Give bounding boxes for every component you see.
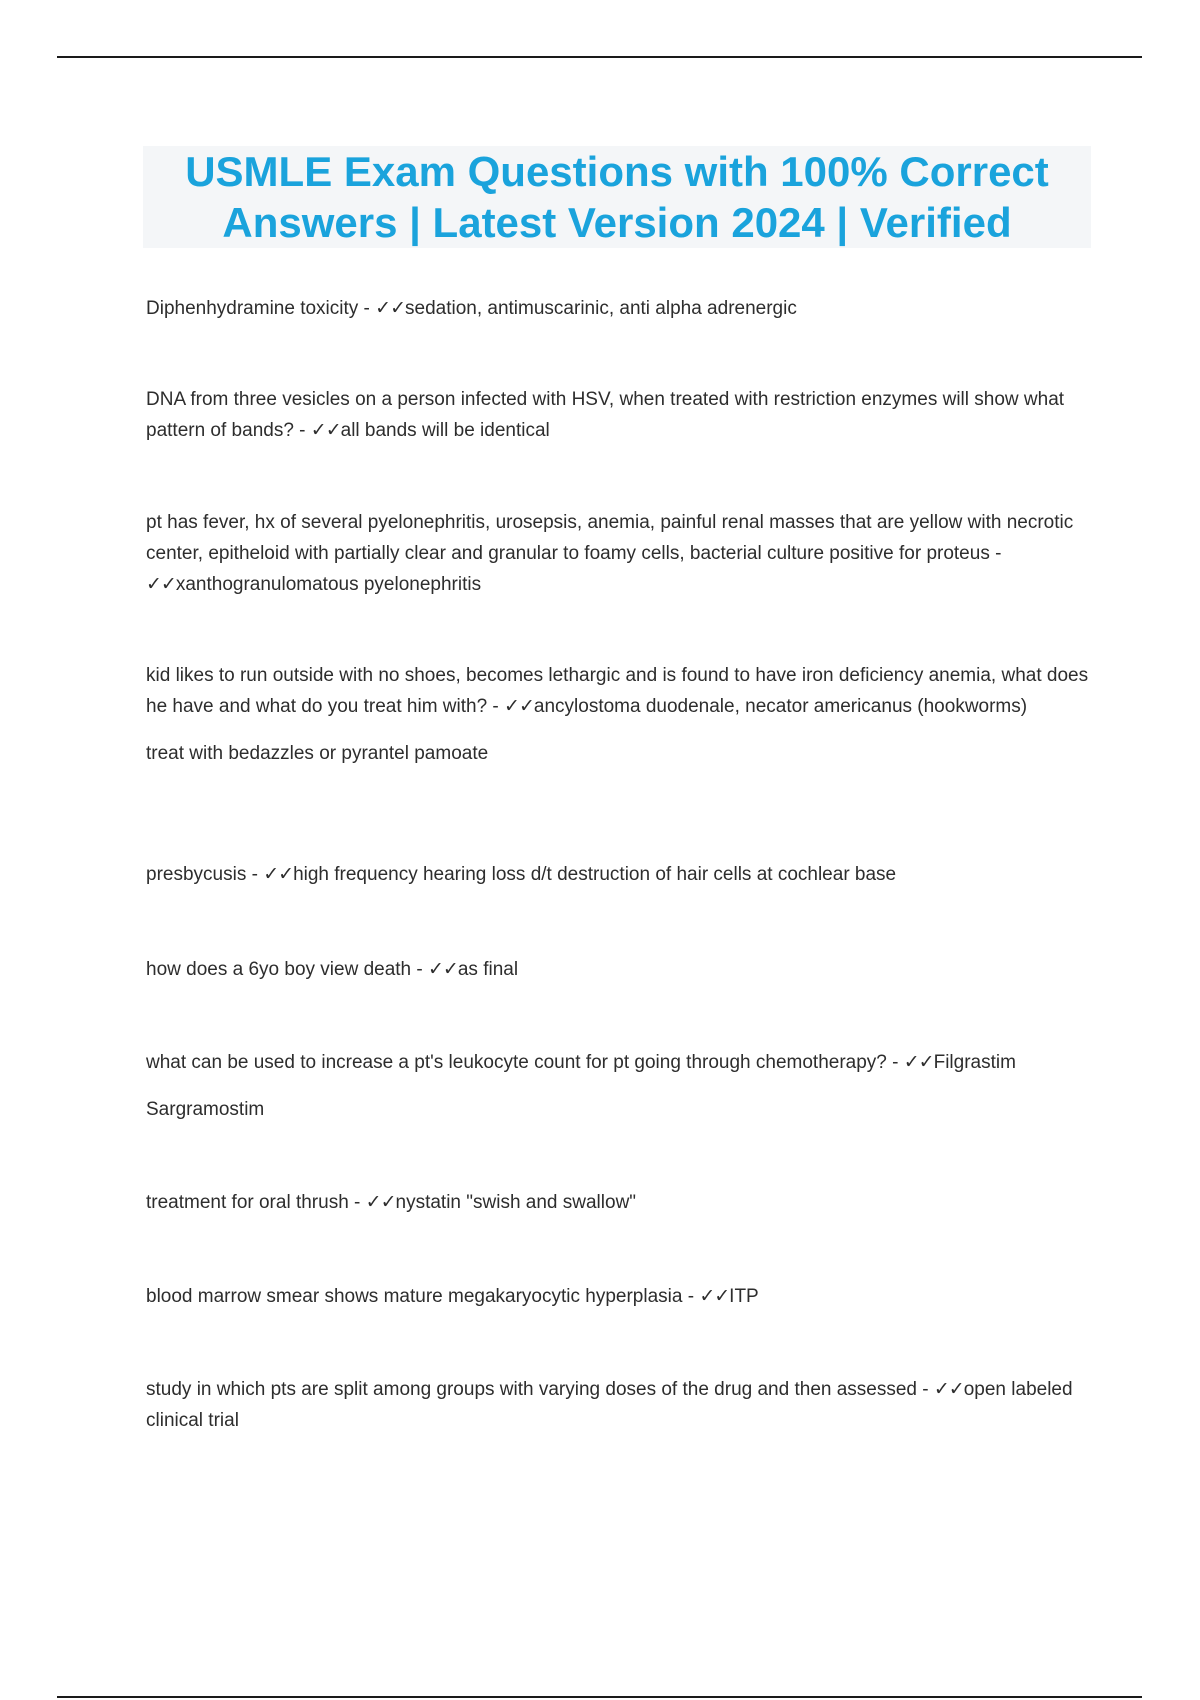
qa-line bbox=[146, 1374, 1096, 1436]
qa-item bbox=[146, 1374, 1096, 1436]
check-icon: ✓✓ bbox=[365, 1192, 396, 1213]
qa-line bbox=[146, 293, 1096, 324]
separator: - bbox=[682, 1286, 700, 1307]
answer-text: open labeled clinical trial bbox=[146, 1379, 1073, 1431]
question-text: how does a 6yo boy view death bbox=[146, 959, 412, 980]
check-icon: ✓✓ bbox=[903, 1052, 934, 1073]
bottom-rule bbox=[57, 1696, 1142, 1698]
title-banner bbox=[143, 146, 1091, 248]
qa-line bbox=[146, 859, 1096, 890]
question-text: presbycusis bbox=[146, 864, 247, 885]
answer-text: xanthogranulomatous pyelonephritis bbox=[175, 574, 482, 595]
separator: - bbox=[293, 420, 311, 441]
answer-text: high frequency hearing loss d/t destruction of hair cells at cochlear base bbox=[293, 864, 897, 885]
separator: - bbox=[411, 959, 429, 980]
qa-line bbox=[146, 384, 1096, 446]
answer-text: nystatin "swish and swallow" bbox=[395, 1192, 637, 1213]
question-text: blood marrow smear shows mature megakaryocytic hyperplasia bbox=[146, 1286, 683, 1307]
qa-extra-line: Sargramostim bbox=[146, 1099, 265, 1120]
document-title bbox=[185, 146, 1049, 248]
qa-line bbox=[146, 507, 1096, 600]
question-text: what can be used to increase a pt's leukocyte count for pt going through chemotherapy? bbox=[146, 1052, 887, 1073]
answer-text: ITP bbox=[729, 1286, 759, 1307]
answer-text: all bands will be identical bbox=[340, 420, 550, 441]
top-rule bbox=[57, 56, 1142, 58]
separator: - bbox=[917, 1379, 934, 1400]
qa-line bbox=[146, 1187, 1096, 1218]
qa-extra-line: treat with bedazzles or pyrantel pamoate bbox=[146, 743, 489, 764]
qa-item bbox=[146, 384, 1096, 446]
separator: - bbox=[348, 1192, 366, 1213]
qa-item bbox=[146, 660, 1096, 769]
answer-text: as final bbox=[457, 959, 519, 980]
separator: - bbox=[989, 543, 1002, 564]
qa-line bbox=[146, 954, 1096, 985]
check-icon: ✓✓ bbox=[263, 864, 294, 885]
check-icon: ✓✓ bbox=[146, 574, 176, 595]
qa-item bbox=[146, 293, 1096, 324]
qa-line bbox=[146, 1281, 1096, 1312]
qa-item bbox=[146, 507, 1096, 600]
qa-line bbox=[146, 660, 1096, 722]
check-icon: ✓✓ bbox=[504, 696, 534, 717]
qa-item bbox=[146, 1047, 1096, 1125]
qa-item bbox=[146, 1281, 1096, 1312]
question-text: Diphenhydramine toxicity bbox=[146, 298, 359, 319]
answer-text: sedation, antimuscarinic, anti alpha adrenergic bbox=[405, 298, 797, 319]
title-line-1: USMLE Exam Questions with 100% Correct bbox=[185, 148, 1049, 195]
qa-item bbox=[146, 859, 1096, 890]
qa-item bbox=[146, 1187, 1096, 1218]
separator: - bbox=[358, 298, 376, 319]
separator: - bbox=[246, 864, 264, 885]
question-text: kid likes to run outside with no shoes, becomes lethargic and is found to have iron deficiency anemia, what does he have and what do you treat him with? bbox=[146, 665, 1089, 717]
question-text: pt has fever, hx of several pyelonephritis, urosepsis, anemia, painful renal masses that are yellow with necrotic center, epitheloid with partially clear and granular to foamy cells, bacterial culture positive for proteus bbox=[146, 512, 1074, 564]
question-text: treatment for oral thrush bbox=[146, 1192, 349, 1213]
separator: - bbox=[487, 696, 505, 717]
answer-text: Filgrastim bbox=[933, 1052, 1016, 1073]
check-icon: ✓✓ bbox=[310, 420, 341, 441]
qa-line bbox=[146, 1047, 1096, 1078]
check-icon: ✓✓ bbox=[375, 298, 405, 319]
answer-text: ancylostoma duodenale, necator americanus (hookworms) bbox=[533, 696, 1028, 717]
question-text: study in which pts are split among groups with varying doses of the drug and then assessed bbox=[146, 1379, 917, 1400]
separator: - bbox=[886, 1052, 904, 1073]
qa-item bbox=[146, 954, 1096, 985]
check-icon: ✓✓ bbox=[699, 1286, 730, 1307]
check-icon: ✓✓ bbox=[428, 959, 458, 980]
question-text: DNA from three vesicles on a person infected with HSV, when treated with restriction enzymes will show what pattern of bands? bbox=[146, 389, 1065, 441]
check-icon: ✓✓ bbox=[933, 1379, 964, 1400]
title-line-2: Answers | Latest Version 2024 | Verified bbox=[222, 199, 1012, 246]
